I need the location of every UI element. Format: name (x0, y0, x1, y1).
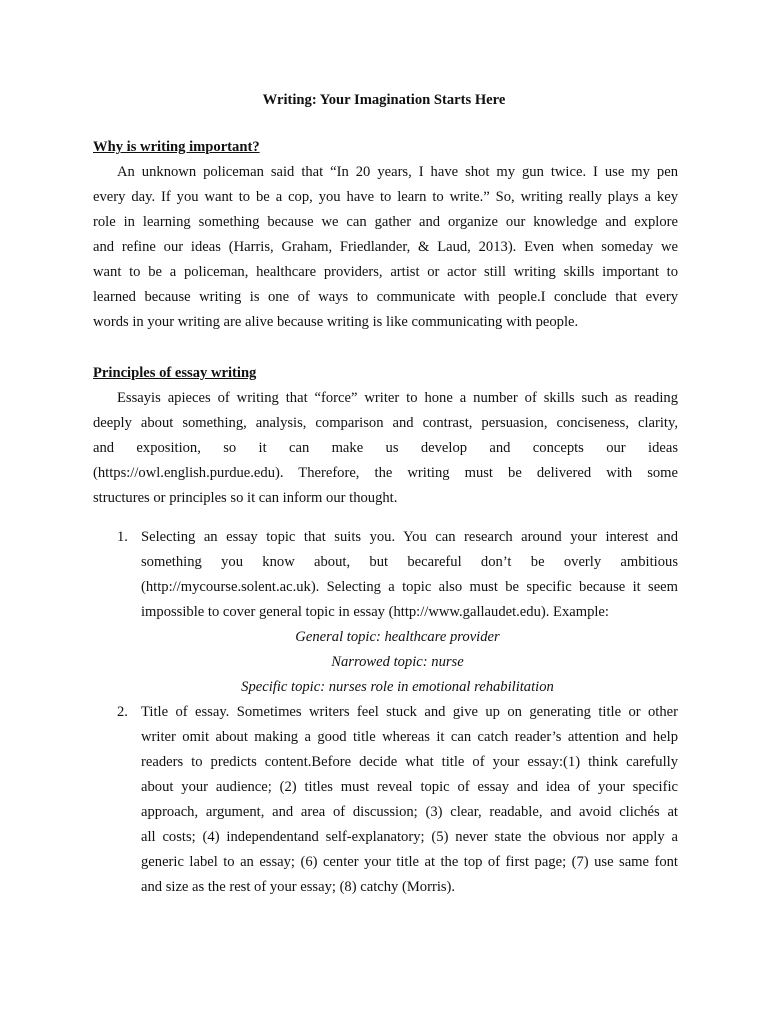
list-item (117, 525, 678, 700)
list-item-text (141, 525, 678, 625)
text-line: learned because writing is one of ways to communicate with people.I conclude that every (93, 289, 678, 305)
list-item (117, 700, 678, 900)
text-line: Title of essay. Sometimes writers feel stuck and give up on generating title or other (141, 704, 678, 720)
text-line: impossible to cover general topic in essay (http://www.gallaudet.edu). Example: (141, 604, 609, 620)
text-line: structures or principles so it can inform our thought. (93, 490, 398, 506)
section-principles (93, 361, 678, 511)
text-line: and size as the rest of your essay; (8) catchy (Morris). (141, 879, 456, 895)
example-topics (117, 625, 678, 700)
text-line: words in your writing are alive because writing is like communicating with people. (93, 314, 579, 330)
text-line: readers to predicts content.Before decide what title of your essay:(1) think carefully (141, 754, 678, 770)
text-line: Essayis apieces of writing that “force” writer to hone a number of skills such as reading (117, 390, 678, 406)
section-why-writing (93, 135, 678, 335)
text-line: (https://owl.english.purdue.edu). Therefore, the writing must be delivered with some (93, 465, 678, 481)
text-line: and exposition, so it can make us develop and concepts our ideas (93, 440, 678, 456)
text-line: every day. If you want to be a cop, you have to learn to write.” So, writing really plays a key (93, 189, 678, 205)
text-line: approach, argument, and area of discussion; (3) clear, readable, and avoid clichés at (141, 804, 678, 820)
text-line: (http://mycourse.solent.ac.uk). Selecting a topic also must be specific because it seem (141, 579, 678, 595)
text-line: want to be a policeman, healthcare providers, artist or actor still writing skills important to (93, 264, 678, 280)
example-topic: Specific topic: nurses role in emotional rehabilitation (241, 679, 554, 695)
text-line: all costs; (4) independentand self-explanatory; (5) never state the obvious nor apply a (141, 829, 678, 845)
text-line: generic label to an essay; (6) center your title at the top of first page; (7) use same font (141, 854, 678, 870)
paragraph (93, 160, 678, 335)
text-line: Selecting an essay topic that suits you. You can research around your interest and (141, 529, 678, 545)
text-line: deeply about something, analysis, comparison and contrast, persuasion, conciseness, clarity, (93, 415, 678, 431)
section-heading: Why is writing important? (93, 139, 260, 155)
text-line: and refine our ideas (Harris, Graham, Friedlander, & Laud, 2013). Even when someday we (93, 239, 678, 255)
list-item-text (141, 700, 678, 900)
text-line: something you know about, but becareful don’t be overly ambitious (141, 554, 678, 570)
text-line: about your audience; (2) titles must reveal topic of essay and idea of your specific (141, 779, 678, 795)
document-title: Writing: Your Imagination Starts Here (262, 92, 506, 108)
example-topic: General topic: healthcare provider (295, 629, 500, 645)
example-topic: Narrowed topic: nurse (331, 654, 464, 670)
list-number: 2. (117, 704, 128, 720)
list-number: 1. (117, 529, 128, 545)
section-heading: Principles of essay writing (93, 365, 257, 381)
text-line: writer omit about making a good title whereas it can catch reader’s attention and help (141, 729, 678, 745)
paragraph (93, 386, 678, 511)
text-line: An unknown policeman said that “In 20 years, I have shot my gun twice. I use my pen (117, 164, 678, 180)
text-line: role in learning something because we can gather and organize our knowledge and explore (93, 214, 678, 230)
